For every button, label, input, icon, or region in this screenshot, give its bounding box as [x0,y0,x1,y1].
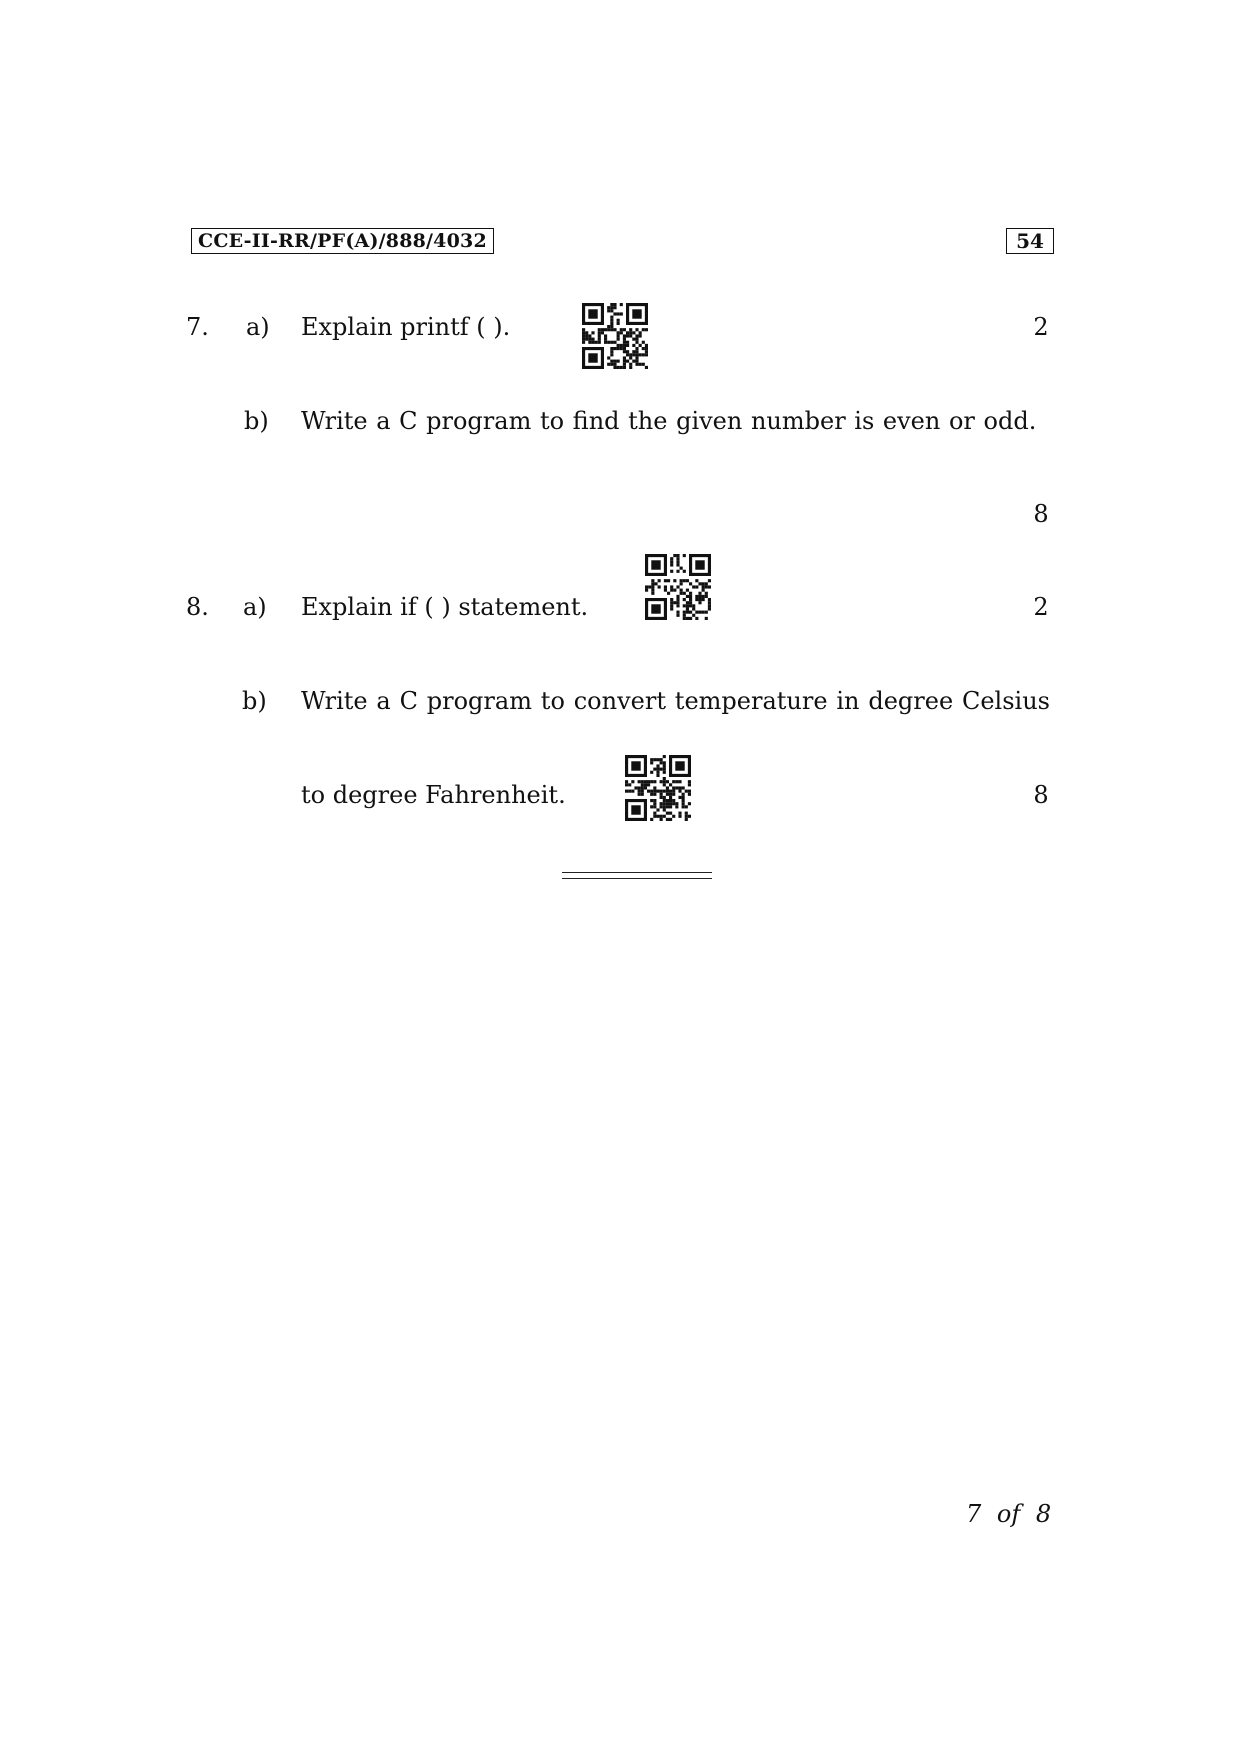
question-number: 8. [186,593,209,621]
question-text: Write a C program to find the given number is even or odd. [301,407,1037,435]
question-text: Explain if ( ) statement. [301,593,589,621]
part-label: a) [246,313,270,341]
marks: 2 [1033,593,1049,621]
part-label: b) [244,407,269,435]
question-text-continued: to degree Fahrenheit. [301,781,566,809]
paper-code: CCE-II-RR/PF(A)/888/4032 [191,228,494,254]
marks: 8 [1033,781,1049,809]
page-number: 7 of 8 [966,1500,1052,1528]
end-of-paper-rule [562,872,712,879]
qr-code-icon [625,755,691,821]
qr-code-icon [582,303,648,369]
marks: 2 [1033,313,1049,341]
question-number: 7. [186,313,209,341]
qr-code-icon [645,554,711,620]
marks: 8 [1033,500,1049,528]
set-number-badge: 54 [1006,228,1054,254]
part-label: a) [243,593,267,621]
question-text: Write a C program to convert temperature in degree Celsius [301,687,1050,715]
part-label: b) [242,687,267,715]
question-text: Explain printf ( ). [301,313,511,341]
